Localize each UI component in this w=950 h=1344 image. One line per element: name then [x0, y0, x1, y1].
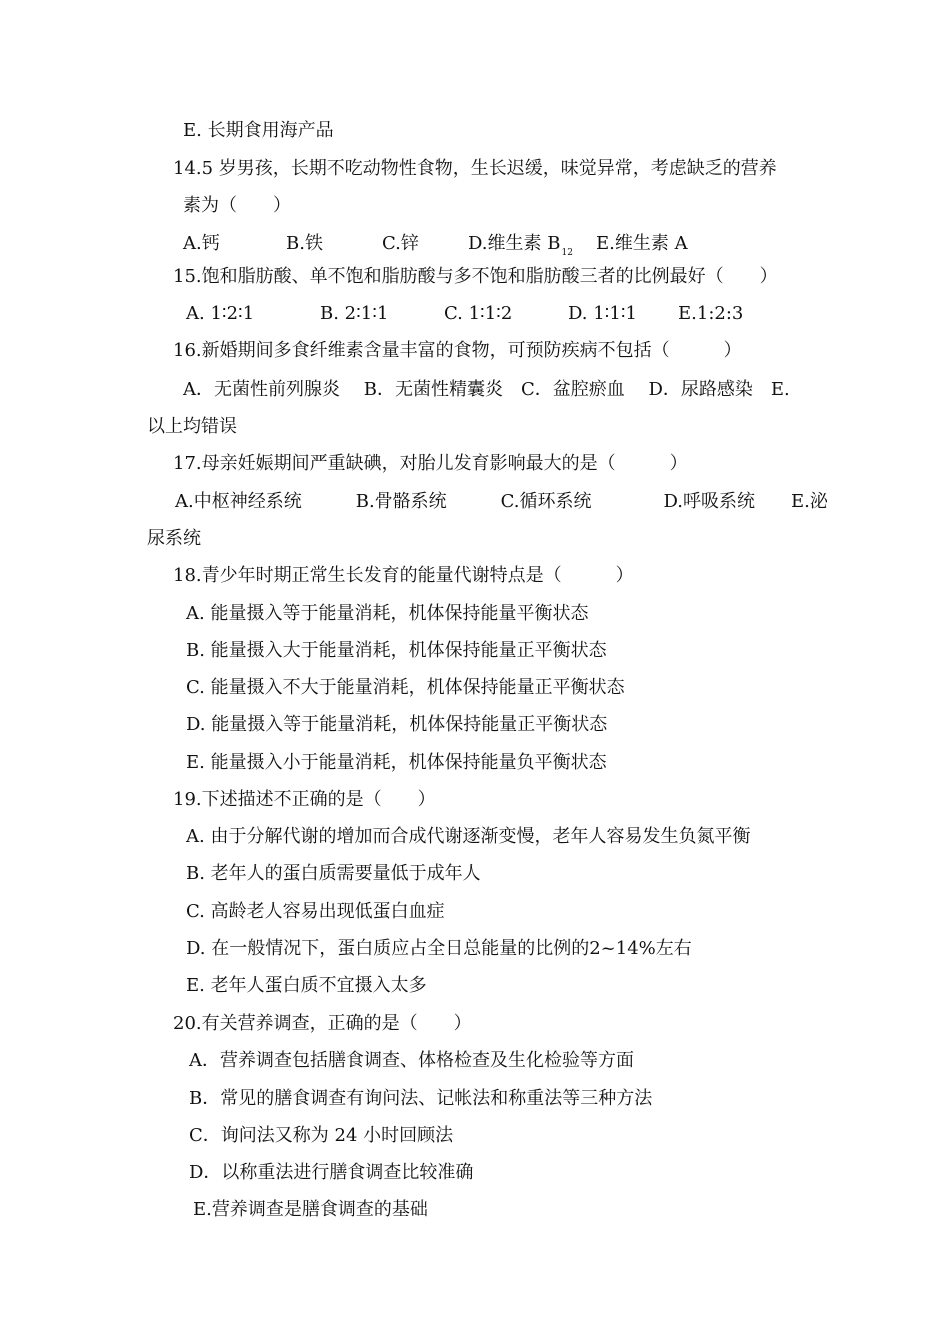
q20-option-e: E.营养调查是膳食调查的基础	[193, 1199, 428, 1220]
q14-option-e: E.维生素 A	[596, 233, 688, 254]
q20-stem: 20.有关营养调查，正确的是（ ）	[173, 1013, 472, 1034]
q14-option-d-label: D.维生素 B	[468, 233, 561, 254]
q14-option-d	[468, 232, 596, 265]
q20-option-c: C．询问法又称为 24 小时回顾法	[189, 1125, 454, 1146]
q18-option-e: E. 能量摄入小于能量消耗，机体保持能量负平衡状态	[186, 752, 607, 773]
q15-option-e: E.1:2:3	[678, 303, 744, 324]
q14-stem-line1: 14.5 岁男孩，长期不吃动物性食物，生长迟缓，味觉异常，考虑缺乏的营养	[173, 158, 777, 179]
q15-option-a: A. 1∶2∶1	[186, 303, 255, 324]
q14-option-a: A.钙	[183, 233, 220, 254]
q15-stem: 15.饱和脂肪酸、单不饱和脂肪酸与多不饱和脂肪酸三者的比例最好（ ）	[173, 266, 778, 287]
q18-option-a: A. 能量摄入等于能量消耗，机体保持能量平衡状态	[186, 603, 589, 624]
q19-option-d: D. 在一般情况下，蛋白质应占全日总能量的比例的2~14%左右	[186, 938, 692, 959]
q15-options	[186, 302, 743, 326]
q14-option-c: C.锌	[382, 233, 419, 254]
q17-options-line1: A.中枢神经系统 B.骨骼系统 C.循环系统 D.呼吸系统 E.泌	[175, 491, 828, 512]
q18-option-d: D. 能量摄入等于能量消耗，机体保持能量正平衡状态	[186, 714, 608, 735]
q15-option-d: D. 1∶1∶1	[568, 303, 637, 324]
q19-stem: 19.下述描述不正确的是（ ）	[173, 789, 436, 810]
q18-option-c: C. 能量摄入不大于能量消耗，机体保持能量正平衡状态	[186, 677, 625, 698]
q14-stem-line2: 素为（ ）	[183, 195, 291, 216]
q17-options-line2: 尿系统	[147, 528, 201, 549]
q14-option-b: B.铁	[286, 233, 323, 254]
q20-option-b: B．常见的膳食调查有询问法、记帐法和称重法等三种方法	[189, 1088, 653, 1109]
q15-option-b: B. 2∶1∶1	[320, 303, 389, 324]
q16-options-line2: 以上均错误	[147, 416, 237, 437]
q19-option-b: B. 老年人的蛋白质需要量低于成年人	[186, 863, 481, 884]
q18-stem: 18.青少年时期正常生长发育的能量代谢特点是（ ）	[173, 565, 634, 586]
q16-options-line1: A．无菌性前列腺炎 B．无菌性精囊炎 C．盆腔瘀血 D．尿路感染 E.	[183, 379, 790, 400]
q19-option-e: E. 老年人蛋白质不宜摄入太多	[186, 975, 427, 996]
q19-option-a: A. 由于分解代谢的增加而合成代谢逐渐变慢，老年人容易发生负氮平衡	[186, 826, 751, 847]
q18-option-b: B. 能量摄入大于能量消耗，机体保持能量正平衡状态	[186, 640, 607, 661]
q17-stem: 17.母亲妊娠期间严重缺碘，对胎儿发育影响最大的是（ ）	[173, 453, 688, 474]
q14-options	[183, 232, 688, 265]
q16-stem: 16.新婚期间多食纤维素含量丰富的食物，可预防疾病不包括（ ）	[173, 340, 742, 361]
q20-option-a: A．营养调查包括膳食调查、体格检查及生化检验等方面	[189, 1050, 634, 1071]
q13-option-e: E. 长期食用海产品	[183, 120, 334, 141]
q19-option-c: C. 高龄老人容易出现低蛋白血症	[186, 901, 445, 922]
q20-option-d: D．以称重法进行膳食调查比较准确	[189, 1162, 474, 1183]
q14-option-d-subscript: 12	[561, 248, 573, 258]
q15-option-c: C. 1∶1∶2	[444, 303, 513, 324]
